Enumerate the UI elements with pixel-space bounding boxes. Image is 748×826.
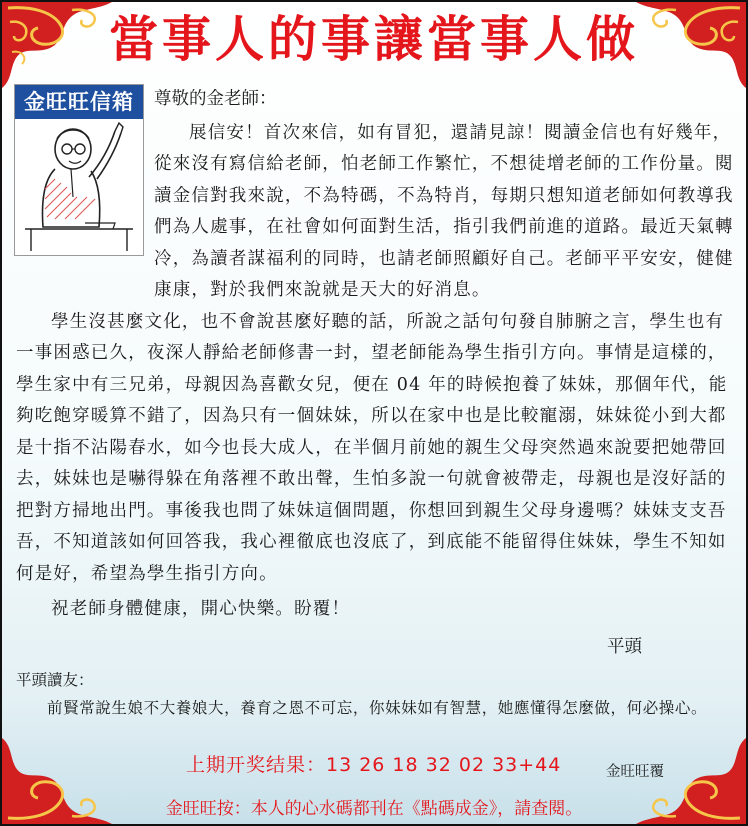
- reply-signature: 金旺旺覆: [606, 764, 664, 780]
- letter-paragraph-2: 學生沒甚麼文化，也不會說甚麼好聽的話，所說之話句句發自肺腑之言，學生也有一事困惑已久，夜深人靜給老師修書一封，望老師能為學生指引方向。事情是這樣的，學生家中有三兄弟，母親因為喜歡女兒，便在 04 年的時候抱養了妹妹，那個年代，能夠吃飽穿暖算不錯了，因為只有一個妹妹，所以在家中也是比較寵溺，妹妹從小到大都是十指不沾陽春水，如今也長大成人，在半個月前她的親生父母突然過來說要把她帶回去，妹妹也是嚇得躲在角落裡不敢出聲，生怕多說一句就會被帶走，母親也是沒好話的把對方掃地出門。事後我也問了妹妹這個問題，你想回到親生父母身邊嗎？妹妹支支吾吾，不知道該如何回答我，我心裡徹底也沒底了，到底能不能留得住妹妹，學生不知如何是好，希望為學生指引方向。: [16, 311, 728, 584]
- letter-paragraph-3: 祝老師身體健康，開心快樂。盼覆！: [51, 599, 351, 619]
- headline: 當事人的事讓當事人做: [108, 10, 639, 68]
- editor-reply: [16, 666, 736, 722]
- reply-body: 前賢常說生娘不大養娘大，養育之恩不可忘，你妹妹如有智慧，她應懂得怎麼做，何必操心。: [47, 699, 708, 717]
- footer-note: 金旺旺按：本人的心水碼都刊在《點碼成金》，請查閱。: [165, 799, 583, 819]
- reader-letter: [16, 84, 742, 663]
- letter-greeting: 尊敬的金老師：: [154, 89, 277, 109]
- letter-signature: 平頭: [607, 636, 642, 657]
- letter-paragraph-1: 展信安！首次來信，如有冒犯，還請見諒！閱讀金信也有好幾年，從來沒有寫信給老師，怕老師工作繁忙，不想徒增老師的工作份量。閱讀金信對我來說，不為特碼，不為特肖，每期只想知道老師如何教導我們為人處事，在社會如何面對生活，指引我們前進的道路。最近天氣轉冷，為讀者謀福利的同時，也請老師照顧好自己。老師平平安安，健健康康，對於我們來說就是天大的好消息。: [154, 122, 734, 300]
- reply-salutation: 平頭讀友：: [16, 671, 94, 689]
- lottery-result: 上期开奖结果：13 26 18 32 02 33+44: [186, 754, 562, 776]
- column-name: 金旺旺信箱: [15, 85, 143, 119]
